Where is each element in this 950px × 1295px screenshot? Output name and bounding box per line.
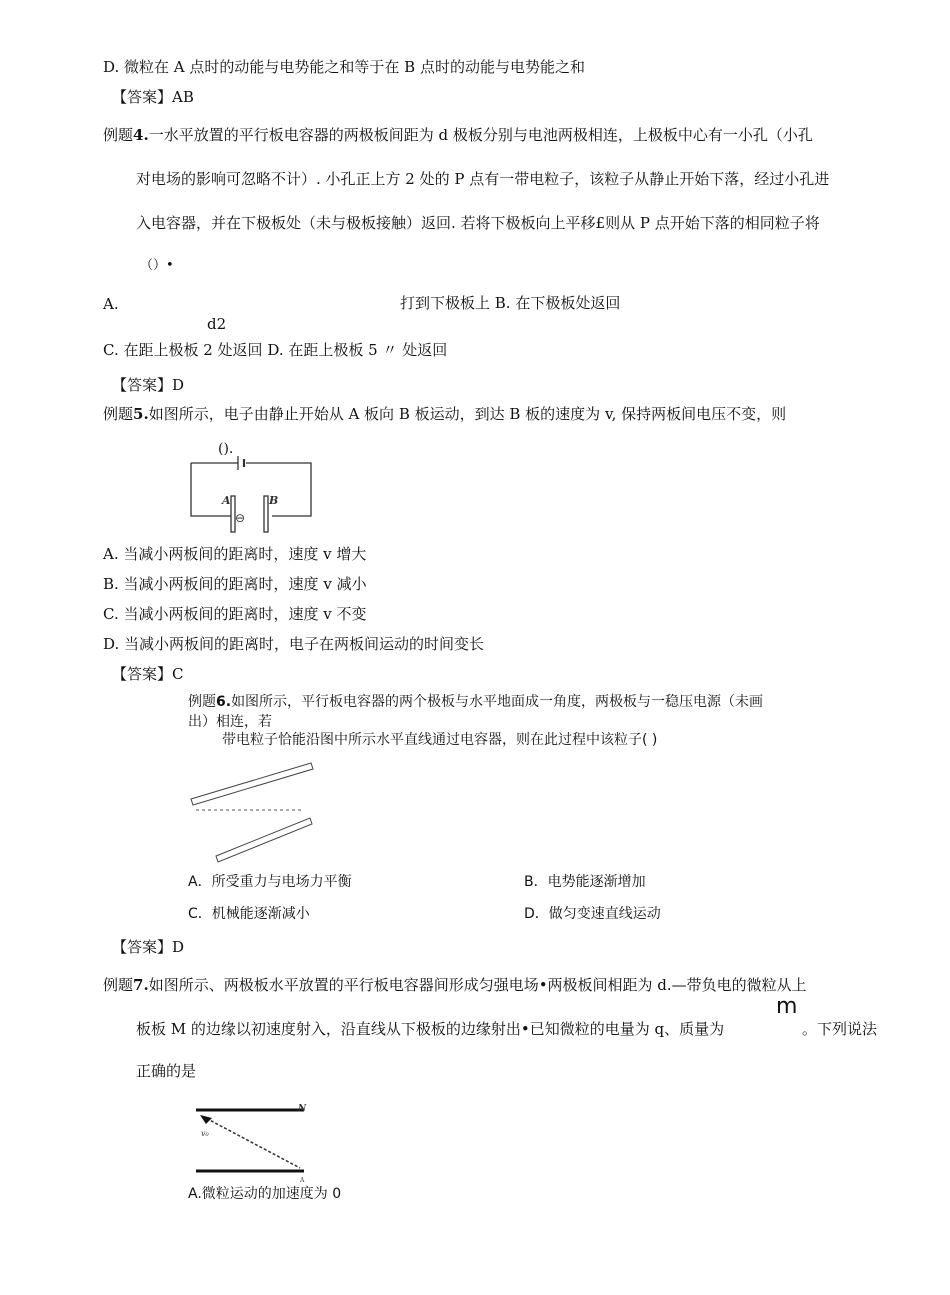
lower-plate bbox=[216, 818, 312, 862]
q4-options-cd: C. 在距上极板 2 处返回 D. 在距上极板 5 〃 处返回 bbox=[103, 341, 448, 359]
q4-line3: 入电容器，并在下极板处（未与极板接触）返回. 若将下极板向上平移£则从 P 点开始下落的相同粒子将 bbox=[136, 214, 820, 232]
q7-number: 7. bbox=[133, 976, 149, 994]
q5-option-c: C. 当减小两板间的距离时，速度 v 不变 bbox=[103, 605, 367, 623]
q5-answer: 【答案】C bbox=[112, 665, 184, 683]
q7-line3: 正确的是 bbox=[136, 1062, 197, 1080]
q7-option-a: A.微粒运动的加速度为 0 bbox=[188, 1186, 342, 1202]
q4-option-a-text: 打到下极板上 B. 在下极板处返回 bbox=[400, 294, 621, 312]
q7-line1-text: 如图所示、两极板水平放置的平行板电容器间形成匀强电场•两极板间相距为 d.—带负电的微粒从上 bbox=[148, 976, 807, 994]
label-plate-b: B bbox=[269, 494, 279, 507]
q4-prefix: 例题 bbox=[103, 126, 134, 144]
label-v0: v₀ bbox=[201, 1129, 209, 1138]
label-n: N bbox=[298, 1104, 307, 1114]
electron-icon: ⊖ bbox=[235, 511, 246, 525]
q5-stem bbox=[103, 405, 786, 423]
q7-capacitor-diagram bbox=[192, 1100, 318, 1184]
q4-line2: 对电场的影响可忽略不计）. 小孔正上方 2 处的 P 点有一带电粒子，该粒子从静止开始下落，经过小孔进 bbox=[136, 170, 830, 188]
q6-answer: 【答案】D bbox=[112, 938, 185, 956]
plate-b bbox=[264, 496, 268, 532]
q7-line1 bbox=[103, 976, 807, 994]
q4-option-a-label: A. bbox=[103, 295, 119, 313]
q6-tilted-plates-diagram bbox=[186, 758, 316, 864]
q4-number: 4. bbox=[133, 126, 149, 144]
trajectory-line bbox=[202, 1116, 300, 1168]
circuit-wire bbox=[191, 463, 311, 516]
q6-line3: 带电粒子恰能沿图中所示水平直线通过电容器，则在此过程中该粒子( ) bbox=[222, 732, 658, 748]
label-plate-a: A bbox=[222, 494, 231, 507]
q4-answer: 【答案】D bbox=[112, 376, 185, 394]
q6-line1-text: 如图所示，平行板电容器的两个极板与水平地面成一角度，两极板与一稳压电源（未画 bbox=[231, 694, 764, 710]
q4-line1 bbox=[103, 126, 813, 144]
q6-option-a: A．所受重力与电场力平衡 bbox=[188, 874, 352, 890]
upper-plate bbox=[191, 763, 313, 805]
q5-option-d: D. 当减小两板间的距离时，电子在两板间运动的时间变长 bbox=[103, 635, 485, 653]
q7-mass-symbol: m bbox=[776, 994, 798, 1019]
q5-stem-text: 如图所示，电子由静止开始从 A 板向 B 板运动，到达 B 板的速度为 v, 保持两板间电压不变，则 bbox=[148, 405, 787, 423]
q6-option-b: B．电势能逐渐增加 bbox=[524, 874, 646, 890]
q4-line4: （）• bbox=[140, 258, 174, 273]
velocity-arrow-icon bbox=[200, 1115, 212, 1124]
q3-option-d: D. 微粒在 A 点时的动能与电势能之和等于在 B 点时的动能与电势能之和 bbox=[103, 58, 585, 76]
q5-paren: (). bbox=[218, 441, 234, 457]
q7-prefix: 例题 bbox=[103, 976, 134, 994]
q4-line1-text: 一水平放置的平行板电容器的两极板间距为 d 极板分别与电池两极相连，上极板中心有一小孔（小孔 bbox=[148, 126, 813, 144]
q7-line2-end: 。下列说法 bbox=[802, 1020, 878, 1038]
q5-prefix: 例题 bbox=[103, 405, 134, 423]
q6-line2: 出）相连，若 bbox=[188, 714, 272, 730]
q6-option-c: C．机械能逐渐减小 bbox=[188, 906, 310, 922]
q6-option-d: D．做匀变速直线运动 bbox=[524, 906, 661, 922]
q4-option-a-sub: d2 bbox=[207, 315, 227, 333]
q6-line1 bbox=[188, 694, 763, 711]
q5-circuit-diagram bbox=[186, 452, 316, 534]
q5-number: 5. bbox=[133, 405, 149, 423]
q3-answer: 【答案】AB bbox=[112, 88, 194, 106]
label-end: A bbox=[300, 1177, 305, 1184]
q7-line2: 板板 M 的边缘以初速度射入，沿直线从下极板的边缘射出•已知微粒的电量为 q、质量为 bbox=[136, 1020, 725, 1038]
q5-option-a: A. 当减小两板间的距离时，速度 v 增大 bbox=[103, 545, 367, 563]
q6-number: 6. bbox=[216, 694, 232, 710]
q6-prefix: 例题 bbox=[188, 694, 216, 710]
q5-option-b: B. 当减小两板间的距离时，速度 v 减小 bbox=[103, 575, 367, 593]
